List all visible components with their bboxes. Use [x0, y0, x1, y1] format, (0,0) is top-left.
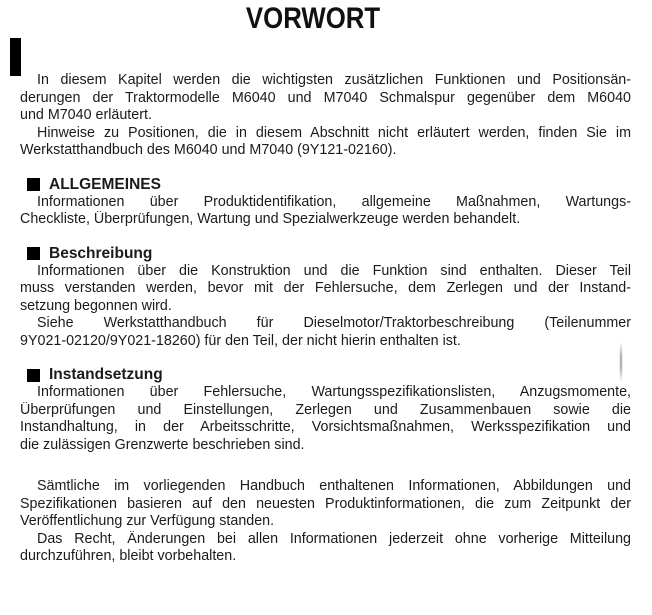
- text-line: Veröffentlichung zur Verfügung standen.: [20, 513, 275, 529]
- text-line: Informationen über Fehlersuche, Wartungsspezifikationslisten, Anzugsmomente,: [37, 384, 631, 400]
- section-bullet-square-icon: [27, 178, 40, 191]
- page-title: VORWORT: [245, 2, 381, 35]
- section-heading-label: Beschreibung: [49, 244, 153, 262]
- text-line: und M7040 erläutert.: [20, 107, 152, 123]
- text-line: Sämtliche im vorliegenden Handbuch enthaltenen Informationen, Abbildungen und: [37, 478, 631, 494]
- title-row: [10, 2, 616, 36]
- document-body: [20, 72, 631, 566]
- text-line: Informationen über Produktidentifikation, allgemeine Maßnahmen, Wartungs-: [37, 193, 631, 210]
- section-beschreibung: [20, 245, 631, 351]
- section-bullet-square-icon: [27, 247, 40, 260]
- text-line: 9Y021-02120/9Y021-18260) für den Teil, der nicht hierin enthalten ist.: [20, 332, 461, 349]
- scan-artifact-left-bar-icon: [10, 38, 21, 76]
- text-line: durchzuführen, bleibt vorbehalten.: [20, 548, 237, 564]
- text-line: setzung begonnen wird.: [20, 297, 172, 314]
- section-allgemeines: [20, 176, 631, 229]
- text-line: Das Recht, Änderungen bei allen Informationen jederzeit ohne vorherige Mitteilung: [37, 530, 631, 547]
- section-heading-label: ALLGEMEINES: [49, 175, 161, 193]
- text-line: muss verstanden werden, bevor mit der Fehlersuche, dem Zerlegen und der Instand-: [20, 280, 631, 296]
- section-heading-label: Instandsetzung: [49, 366, 163, 384]
- section-paragraph-block: [20, 478, 631, 566]
- section-heading-allgemeines: [27, 176, 631, 194]
- text-line: Informationen über die Konstruktion und die Funktion sind enthalten. Dieser Teil: [37, 262, 631, 279]
- text-line: Siehe Werkstatthandbuch für Dieselmotor/Traktorbeschreibung (Teilenummer: [37, 315, 631, 331]
- section-paragraph-block: [20, 72, 631, 160]
- text-line: Werkstatthandbuch des M6040 und M7040 (9Y121-02160).: [20, 142, 397, 158]
- text-line: Checkliste, Überprüfungen, Wartung und Spezialwerkzeuge werden behandelt.: [20, 211, 521, 227]
- section-heading-beschreibung: [27, 245, 631, 263]
- section-bullet-square-icon: [27, 369, 40, 382]
- text-line: Überprüfungen und Einstellungen, Zerlegen und Zusammenbauen sowie die: [20, 401, 631, 418]
- text-line: Spezifikationen basieren auf den neuesten Produktinformationen, die zum Zeitpunkt der: [20, 495, 631, 512]
- text-line: Instandhaltung, in der Arbeitsschritte, Vorsichtsmaßnahmen, Werksspezifikation und: [20, 419, 631, 435]
- text-line: In diesem Kapitel werden die wichtigsten zusätzlichen Funktionen und Positionsän-: [37, 72, 631, 88]
- text-line: Hinweise zu Positionen, die in diesem Abschnitt nicht erläutert werden, finden Sie im: [37, 124, 631, 141]
- section-heading-instandsetzung: [27, 366, 631, 384]
- section-instandsetzung: [20, 366, 631, 454]
- text-line: die zulässigen Grenzwerte beschrieben sind.: [20, 436, 305, 453]
- text-line: derungen der Traktormodelle M6040 und M7040 Schmalspur gegenüber dem M6040: [20, 89, 631, 106]
